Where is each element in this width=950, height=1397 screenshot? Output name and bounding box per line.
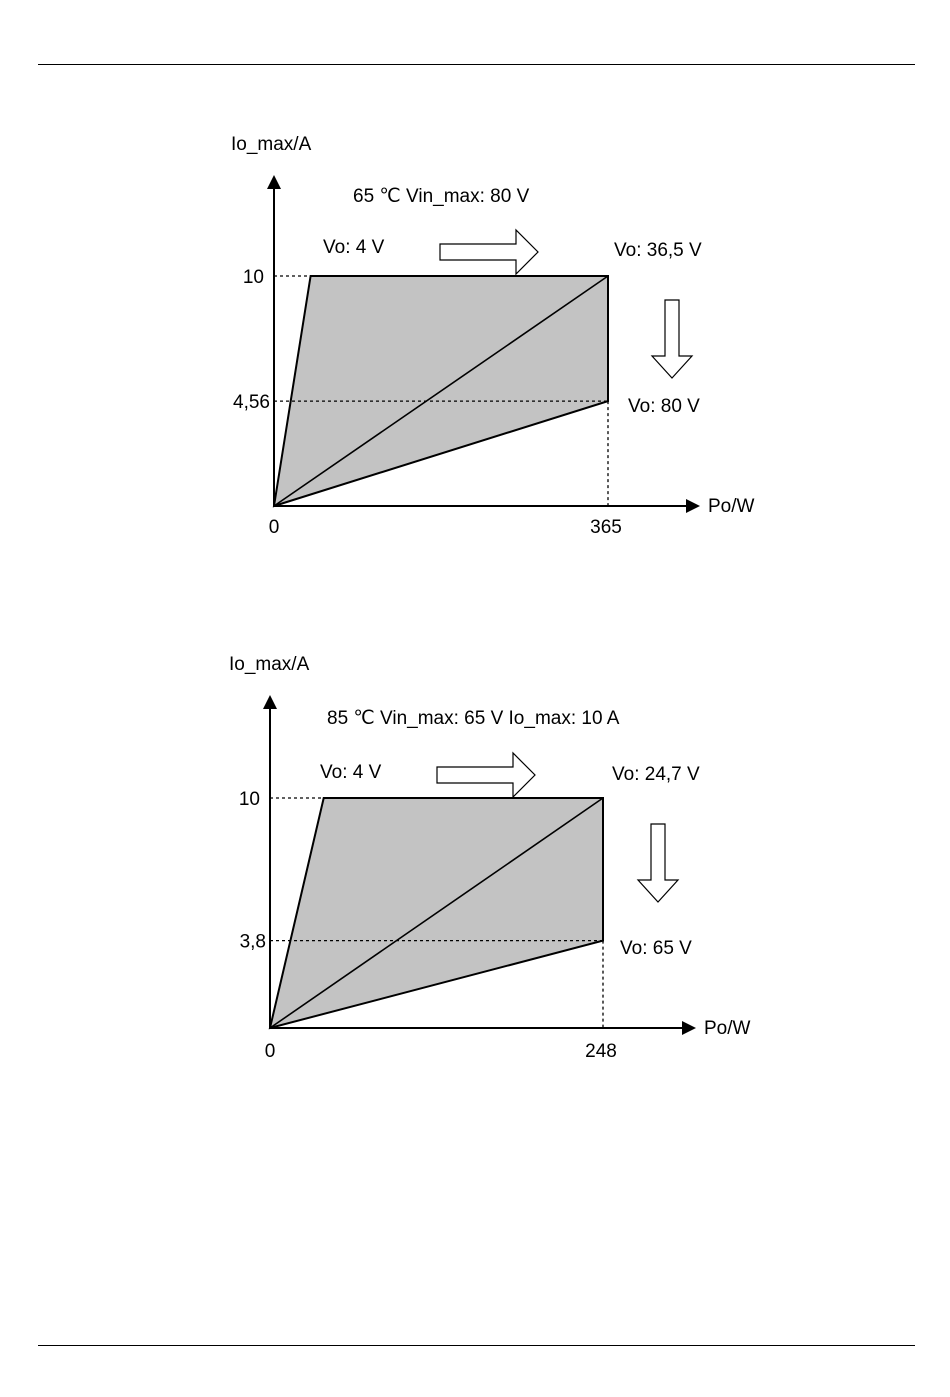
down-arrow-icon (652, 300, 692, 378)
x-tick-label: 248 (585, 1041, 617, 1062)
x-tick-label: 0 (268, 517, 280, 538)
y-tick-label: 10 (242, 267, 264, 288)
x-axis-label: Po/W (708, 496, 755, 517)
right-arrow-icon (437, 753, 535, 797)
y-axis-label: Io_max/A (231, 134, 312, 155)
y-axis-label: Io_max/A (229, 654, 310, 675)
y-axis-arrowhead (267, 175, 281, 189)
x-axis-arrowhead (686, 499, 700, 513)
y-tick-label: 3,8 (239, 931, 266, 953)
x-axis-arrowhead (682, 1021, 696, 1035)
annotation-vo-max: Vo: 65 V (620, 938, 692, 959)
footer-rule (38, 1345, 915, 1346)
annotation-vo-min: Vo: 4 V (323, 237, 385, 258)
x-axis-label: Po/W (704, 1018, 751, 1039)
chart-title: 65 ℃ Vin_max: 80 V (353, 186, 530, 207)
y-tick-label: 10 (238, 789, 260, 810)
annotation-vo-max: Vo: 80 V (628, 396, 700, 417)
right-arrow-icon (440, 230, 538, 274)
annotation-vo-mid: Vo: 24,7 V (612, 764, 700, 785)
down-arrow-icon (638, 824, 678, 902)
y-tick-label: 4,56 (233, 392, 270, 414)
chart-65c (0, 120, 950, 560)
chart-title: 85 ℃ Vin_max: 65 V Io_max: 10 A (327, 708, 620, 729)
annotation-vo-mid: Vo: 36,5 V (614, 240, 702, 261)
header-rule (38, 64, 915, 65)
annotation-vo-min: Vo: 4 V (320, 762, 382, 783)
y-axis-arrowhead (263, 695, 277, 709)
x-tick-label: 0 (264, 1041, 276, 1062)
x-tick-label: 365 (590, 517, 622, 538)
chart-85c (0, 640, 950, 1080)
